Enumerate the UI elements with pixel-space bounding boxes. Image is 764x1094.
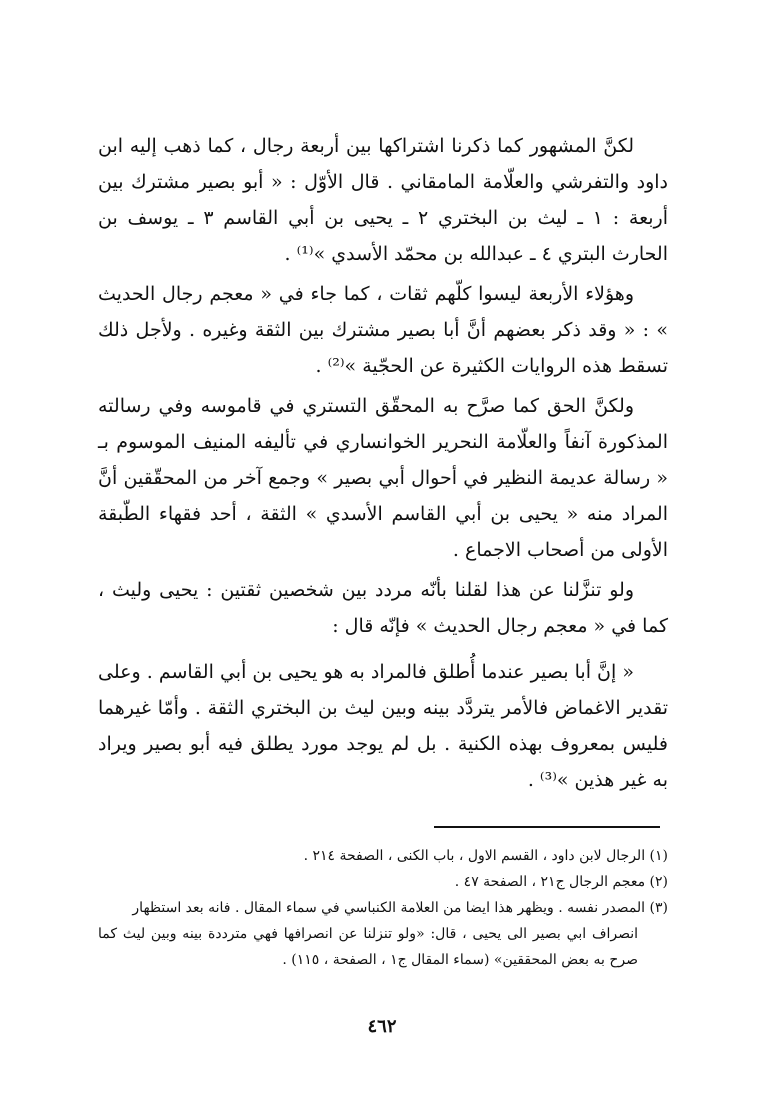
paragraph-3: ولكنَّ الحق كما صرَّح به المحقّق التستري في قاموسه وفي رسالته المذكورة آنفاً والعلّامة النحرير الخوانساري في تأليفه المنيف الموسوم بـ « رسالة عديمة النظير في أحوال أبي بصير » وجمع آخر من المحقّقين أنَّ المراد منه « يحيى بن أبي القاسم الأسدي » الثقة ، أحد فقهاء الطّبقة الأولى من أصحاب الاجماع . bbox=[98, 395, 668, 561]
footnote-3-continuation: انصراف ابي بصير الى يحيى ، قال: «ولو تنزلنا عن انصرافها فهي مترددة بينه وبين ليث كما صرح به بعض المحققين» (سماء المقال ج١ ، الصفحة ، ١١٥) . bbox=[98, 926, 638, 968]
paragraph-gap bbox=[98, 644, 668, 654]
paragraph-2: وهؤلاء الأربعة ليسوا كلّهم ثقات ، كما جاء في « معجم رجال الحديث » : « وقد ذكر بعضهم أنَّ أبا بصير مشترك بين الثقة وغيره . ولأجل ذلك تسقط هذه الروايات الكثيرة عن الحجّية »⁽²⁾ . bbox=[98, 283, 668, 377]
footnote-divider bbox=[434, 826, 660, 828]
paragraph-1: لكنَّ المشهور كما ذكرنا اشتراكها بين أربعة رجال ، كما ذهب إليه ابن داود والتفرشي والعلّامة المامقاني . قال الأوّل : « أبو بصير مشترك بين أربعة : ١ ـ ليث بن البختري ٢ ـ يحيى بن أبي القاسم ٣ ـ يوسف بن الحارث البتري ٤ ـ عبدالله بن محمّد الأسدي »⁽¹⁾ . bbox=[98, 135, 668, 265]
footnote-1: (١) الرجال لابن داود ، القسم الاول ، باب الكنى ، الصفحة ٢١٤ . bbox=[303, 848, 668, 864]
footnote-2: (٢) معجم الرجال ج٢١ ، الصفحة ٤٧ . bbox=[454, 874, 668, 890]
paragraph-4: ولو تنزَّلنا عن هذا لقلنا بأنّه مردد بين شخصين ثقتين : يحيى وليث ، كما في « معجم رجال الحديث » فإنّه قال : bbox=[98, 579, 668, 637]
footnote-3 bbox=[98, 895, 668, 973]
quote-paragraph: « إنَّ أبا بصير عندما أُطلق فالمراد به هو يحيى بن أبي القاسم . وعلى تقدير الاغماض فالأمر يتردَّد بينه وبين ليث بن البختري الثقة . وأمّا غيرهما فليس بمعروف بهذه الكنية . بل لم يوجد مورد يطلق فيه أبو بصير ويراد به غير هذين »⁽³⁾ . bbox=[98, 661, 668, 791]
footnotes bbox=[98, 843, 668, 973]
footnote-3-first-line: (٣) المصدر نفسه . ويظهر هذا ايضا من العلامة الكنباسي في سماء المقال . فانه بعد استظهار bbox=[132, 900, 668, 916]
page-number: ٤٦٢ bbox=[367, 1016, 397, 1037]
main-text bbox=[98, 128, 668, 798]
